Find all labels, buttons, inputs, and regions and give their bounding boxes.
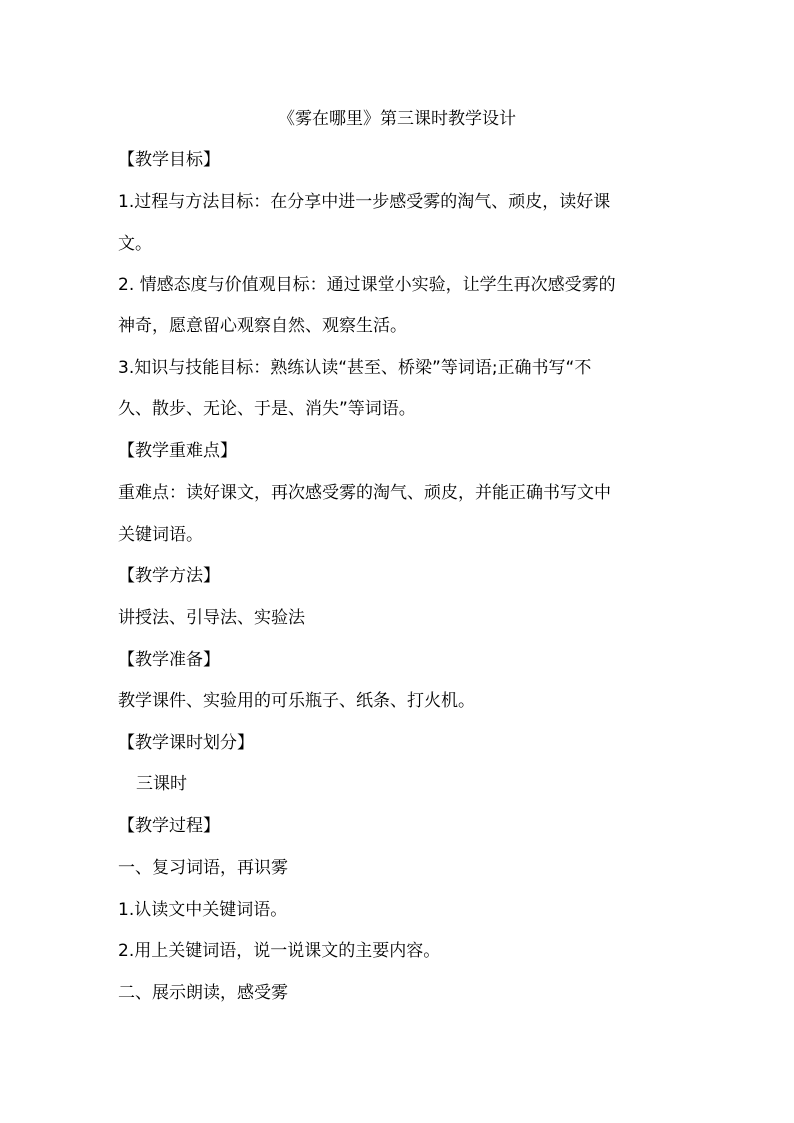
- paragraph-line: 关键词语。: [118, 525, 203, 545]
- paragraph-line: 3.知识与技能目标：熟练认读“甚至、桥梁”等词语;正确书写“不: [118, 358, 592, 378]
- paragraph-line: 1.过程与方法目标：在分享中进一步感受雾的淘气、顽皮，读好课: [118, 192, 611, 212]
- section-heading-methods: 【教学方法】: [118, 566, 220, 586]
- section-heading-key-points: 【教学重难点】: [118, 441, 237, 461]
- paragraph-line: 久、散步、无论、于是、消失”等词语。: [118, 399, 416, 419]
- paragraph-line: 重难点：读好课文，再次感受雾的淘气、顽皮，并能正确书写文中: [118, 483, 611, 503]
- paragraph-line: 1.认读文中关键词语。: [118, 900, 288, 920]
- section-heading-objectives: 【教学目标】: [118, 150, 220, 170]
- section-heading-lesson-division: 【教学课时划分】: [118, 733, 254, 753]
- section-heading-preparation: 【教学准备】: [118, 650, 220, 670]
- paragraph-line: 文。: [118, 234, 152, 254]
- paragraph-line: 三课时: [136, 774, 187, 794]
- paragraph-line: 2.用上关键词语，说一说课文的主要内容。: [118, 941, 441, 961]
- paragraph-line: 2. 情感态度与价值观目标：通过课堂小实验，让学生再次感受雾的: [118, 275, 616, 295]
- paragraph-line: 二、展示朗读，感受雾: [118, 983, 288, 1003]
- document-title: 《雾在哪里》第三课时教学设计: [278, 109, 516, 129]
- paragraph-line: 教学课件、实验用的可乐瓶子、纸条、打火机。: [118, 691, 475, 711]
- paragraph-line: 讲授法、引导法、实验法: [118, 608, 305, 628]
- paragraph-line: 一、复习词语，再识雾: [118, 858, 288, 878]
- paragraph-line: 神奇，愿意留心观察自然、观察生活。: [118, 316, 407, 336]
- section-heading-process: 【教学过程】: [118, 816, 220, 836]
